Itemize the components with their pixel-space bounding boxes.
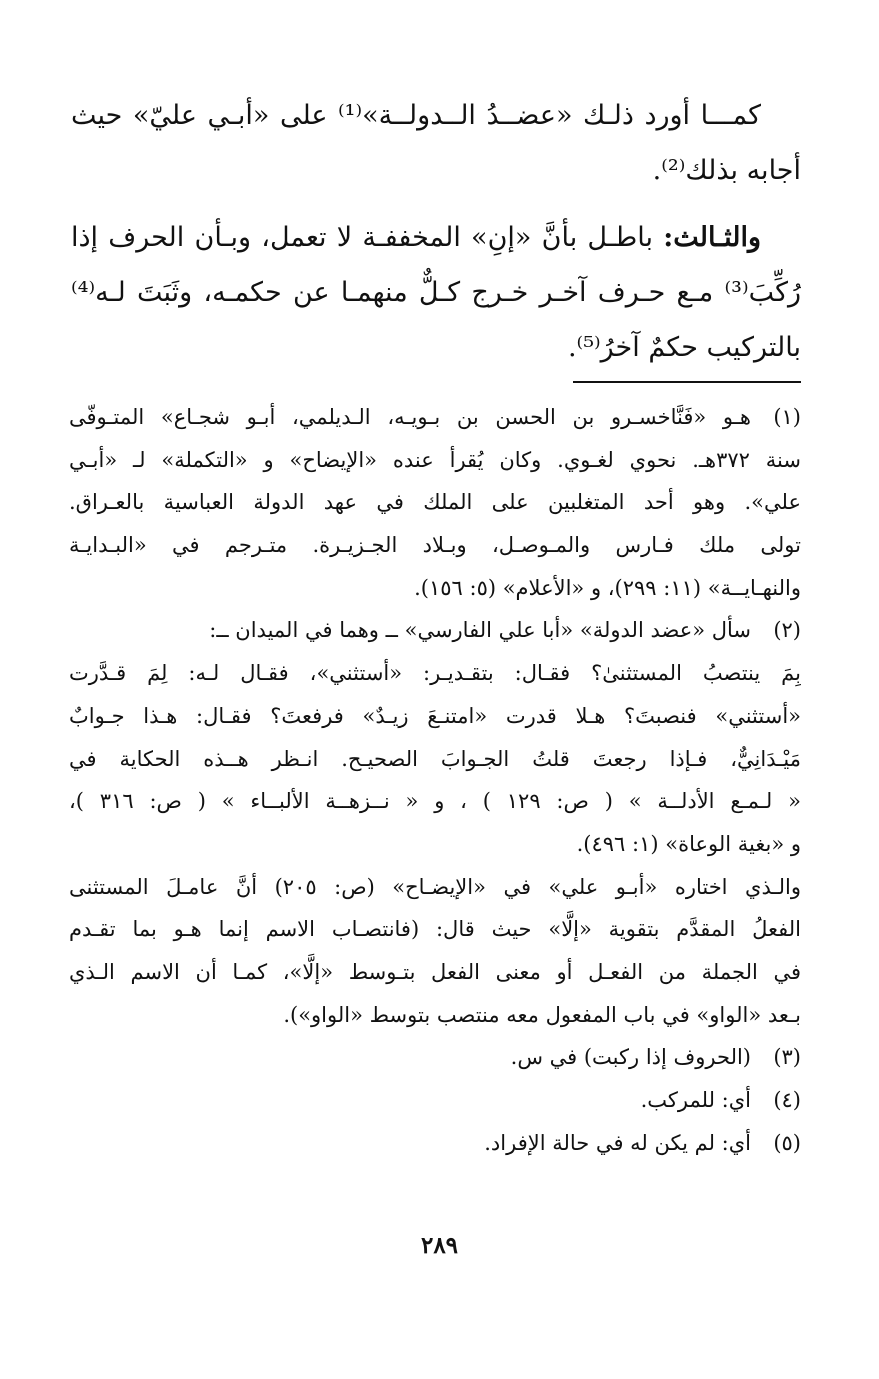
main-text <box>71 88 801 375</box>
footnote-1-line-4: تولى ملك فـارس والمـوصـل، وبـلاد الجـزيـرة. متـرجم في «البـدايـة <box>69 533 801 558</box>
footnote-2-line-10: بـعد «الواو» في باب المفعول معه منتصب بتوسط «الواو»). <box>283 1002 801 1027</box>
footnote-4-line-1 <box>69 1079 801 1122</box>
footnote-3-text: (الحروف إذا ركبت) في س. <box>510 1045 751 1070</box>
footnote-1-line-1 <box>69 396 801 439</box>
footnote-2-line-6: و «بغية الوعاة» (١: ٤٩٦). <box>576 831 801 856</box>
footnote-4-text: أي: للمركب. <box>640 1088 751 1112</box>
footnote-number-1: (١) <box>773 405 801 429</box>
main-paragraph-2-line-1 <box>71 210 801 265</box>
footnote-1-line-3: علي». وهو أحد المتغلبين على الملك في عهد الدولة العباسية بالعـراق. <box>69 490 801 515</box>
footnote-2-line-2: بِمَ ينتصبُ المستثنىٰ؟ فقـال: بتقـديـر: «أستثني»، فقـال لـه: لِمَ قـدَّرت <box>69 661 801 686</box>
footnote-2-line-1 <box>69 609 801 652</box>
footnote-1-text: هـو «فَنَّاخسـرو بن الحسن بن بـويـه، الـديلمي، أبـو شجـاع» المتـوفّى <box>69 405 751 429</box>
main-paragraph-2-line-1-text: باطـل بأنَّ «إنِ» المخففـة لا تعمل، وبـأن الحرف إذا <box>71 222 654 253</box>
paragraph-label-third: والثـالث: <box>663 222 761 253</box>
footnote-1-line-5: والنهـايــة» (١١: ٢٩٩)، و «الأعلام» (٥: ١٥٦). <box>414 575 801 600</box>
footnote-2-line-5: « لـمـع الأدلــة » ( ص: ١٢٩ ) ، و « نــزهــة الألبــاء » ( ص: ٣١٦ )، <box>69 789 801 814</box>
footnote-2-line-7: والـذي اختاره «أبـو علي» في «الإيضـاح» (ص: ٢٠٥) أنَّ عامـلَ المستثنى <box>69 874 801 899</box>
footnote-2-line-3: «أستثني» فنصبتَ؟ هـلا قدرت «امتنـعَ زيـدٌ» فرفعتَ؟ فقـال: هـذا جـوابٌ <box>69 703 801 728</box>
footnote-5-line-1 <box>69 1122 801 1165</box>
footnote-2-line-4: مَيْـدَانِيٌّ، فـإذا رجعتَ قلتُ الجـوابَ الصحيـح. انـظر هــذه الحكاية في <box>69 746 801 771</box>
main-paragraph-2-line-3: بالتركيب حكمٌ آخرُ⁽⁵⁾. <box>567 332 801 363</box>
page-number: ٢٨٩ <box>420 1232 459 1259</box>
main-paragraph-2-line-2: رُكِّبَ⁽³⁾ مـع حـرف آخـر خـرج كـلٌّ منهمـا عن حكمـه، وثَبَتَ لـه⁽⁴⁾ <box>71 277 801 308</box>
footnote-2-line-8: الفعلُ المقدَّم بتقوية «إلَّا» حيث قال: (فانتصـاب الاسم إنما هـو بما تقـدم <box>69 917 801 942</box>
footnote-number-5: (٥) <box>773 1130 801 1155</box>
footnote-separator <box>573 381 801 383</box>
footnote-3-line-1 <box>69 1036 801 1079</box>
footnote-2-line-9: في الجملة من الفعـل أو معنى الفعل بتـوسط «إلَّا»، كمـا أن الاسم الـذي <box>69 959 801 984</box>
paragraph-gap <box>71 198 801 210</box>
footnote-2-text: سأل «عضد الدولة» «أبا علي الفارسي» ــ وهما في الميدان ــ: <box>209 618 751 643</box>
footnote-number-3: (٣) <box>773 1045 801 1070</box>
footnote-1-line-2: سنة ٣٧٢هـ. نحوي لغـوي. وكان يُقرأ عنده «الإيضاح» و «التكملة» لـ «أبـي <box>69 447 801 472</box>
main-paragraph-1-line-1: كمـــا أورد ذلـك «عضــدُ الــدولــة»⁽¹⁾ على «أبـي عليّ» حيث <box>71 100 761 131</box>
main-paragraph-1-line-2: أجابه بذلك⁽²⁾. <box>652 155 801 186</box>
footnote-number-2: (٢) <box>773 618 801 643</box>
footnotes <box>69 396 801 1164</box>
footnote-number-4: (٤) <box>773 1088 801 1112</box>
footnote-5-text: أي: لم يكن له في حالة الإفراد. <box>484 1130 751 1155</box>
